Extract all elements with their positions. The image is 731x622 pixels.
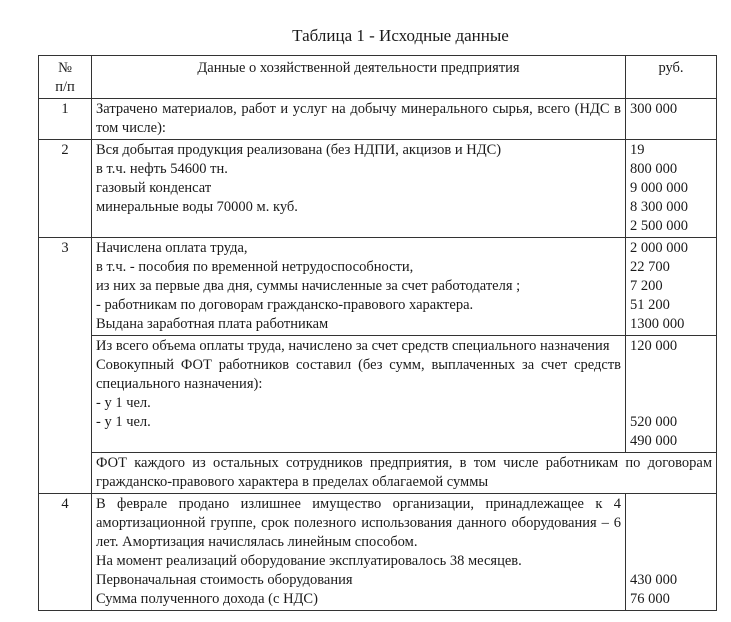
desc-line: из них за первые два дня, суммы начисленные за счет работодателя ; bbox=[96, 278, 521, 294]
value-spacer bbox=[630, 394, 712, 413]
table-row bbox=[39, 494, 717, 611]
desc-line: Первоначальная стоимость оборудования bbox=[96, 572, 353, 588]
value-line: 2 500 000 bbox=[630, 218, 688, 234]
row-values bbox=[626, 238, 717, 336]
value-spacer bbox=[630, 375, 712, 394]
desc-line: Совокупный ФОТ работников составил (без сумм, выплаченных за счет средств специального назначения): bbox=[96, 357, 621, 392]
value-line: 2 000 000 bbox=[630, 240, 688, 256]
table-title: Таблица 1 - Исходные данные bbox=[292, 26, 509, 45]
row-number: 2 bbox=[39, 140, 92, 238]
desc-line: На момент реализаций оборудование эксплуатировалось 38 месяцев. bbox=[96, 553, 522, 569]
table-subrow bbox=[39, 453, 717, 494]
desc-line: Сумма полученного дохода (с НДС) bbox=[96, 591, 318, 607]
desc-line: минеральные воды 70000 м. куб. bbox=[96, 199, 298, 215]
value-line: 430 000 bbox=[630, 572, 678, 588]
row-values bbox=[626, 140, 717, 238]
value-line: 51 200 bbox=[630, 297, 670, 313]
desc-line: в т.ч. нефть 54600 тн. bbox=[96, 161, 228, 177]
desc-line: - у 1 чел. bbox=[96, 414, 151, 430]
desc-line: газовый конденсат bbox=[96, 180, 212, 196]
value-line: 490 000 bbox=[630, 433, 678, 449]
header-number-line2: п/п bbox=[55, 79, 75, 95]
table-row bbox=[39, 140, 717, 238]
value-line: 8 300 000 bbox=[630, 199, 688, 215]
row-description bbox=[92, 238, 626, 336]
source-data-table bbox=[38, 55, 717, 611]
desc-line: Выдана заработная плата работникам bbox=[96, 316, 329, 332]
value-line: 1300 000 bbox=[630, 316, 685, 332]
desc-line: В феврале продано излишнее имущество организации, принадлежащее к 4 амортизационной группе, срок полезного использования данного оборудования – 6 лет. Амортизация начислялась линейным способом. bbox=[96, 496, 621, 550]
desc-line: Вся добытая продукция реализована (без НДПИ, акцизов и НДС) bbox=[96, 142, 502, 158]
row-description bbox=[92, 336, 626, 453]
table-header-row bbox=[39, 56, 717, 99]
row-number: 1 bbox=[39, 99, 92, 140]
value-spacer bbox=[630, 356, 712, 375]
value-line: 120 000 bbox=[630, 338, 678, 354]
table-row bbox=[39, 238, 717, 336]
row-values bbox=[626, 336, 717, 453]
desc-line: - работникам по договорам гражданско-правового характера. bbox=[96, 297, 474, 313]
value-line: 22 700 bbox=[630, 259, 670, 275]
desc-line: Из всего объема оплаты труда, начислено за счет средств специального назначения bbox=[96, 338, 610, 354]
row-description bbox=[92, 494, 626, 611]
value-line: 9 000 000 bbox=[630, 180, 688, 196]
value-line: 800 000 bbox=[630, 161, 678, 177]
row-description: Затрачено материалов, работ и услуг на добычу минерального сырья, всего (НДС в том числе): bbox=[92, 99, 626, 140]
header-number bbox=[39, 56, 92, 99]
desc-line: Начислена оплата труда, bbox=[96, 240, 248, 256]
row-value: 300 000 bbox=[626, 99, 717, 140]
desc-line: в т.ч. - пособия по временной нетрудоспособности, bbox=[96, 259, 414, 275]
row-description bbox=[92, 140, 626, 238]
row-number: 3 bbox=[39, 238, 92, 494]
table-subrow bbox=[39, 336, 717, 453]
row-number: 4 bbox=[39, 494, 92, 611]
header-unit: руб. bbox=[626, 56, 717, 99]
value-line: 76 000 bbox=[630, 591, 670, 607]
value-line: 520 000 bbox=[630, 414, 678, 430]
value-line: 7 200 bbox=[630, 278, 663, 294]
header-description: Данные о хозяйственной деятельности предприятия bbox=[92, 56, 626, 99]
row-values bbox=[626, 494, 717, 611]
row-description: ФОТ каждого из остальных сотрудников предприятия, в том числе работникам по договорам гражданско-правового характера в пределах облагаемой суммы bbox=[92, 453, 717, 494]
header-number-line1: № bbox=[58, 60, 72, 76]
desc-line: - у 1 чел. bbox=[96, 395, 151, 411]
value-line: 19 bbox=[630, 142, 645, 158]
table-row bbox=[39, 99, 717, 140]
